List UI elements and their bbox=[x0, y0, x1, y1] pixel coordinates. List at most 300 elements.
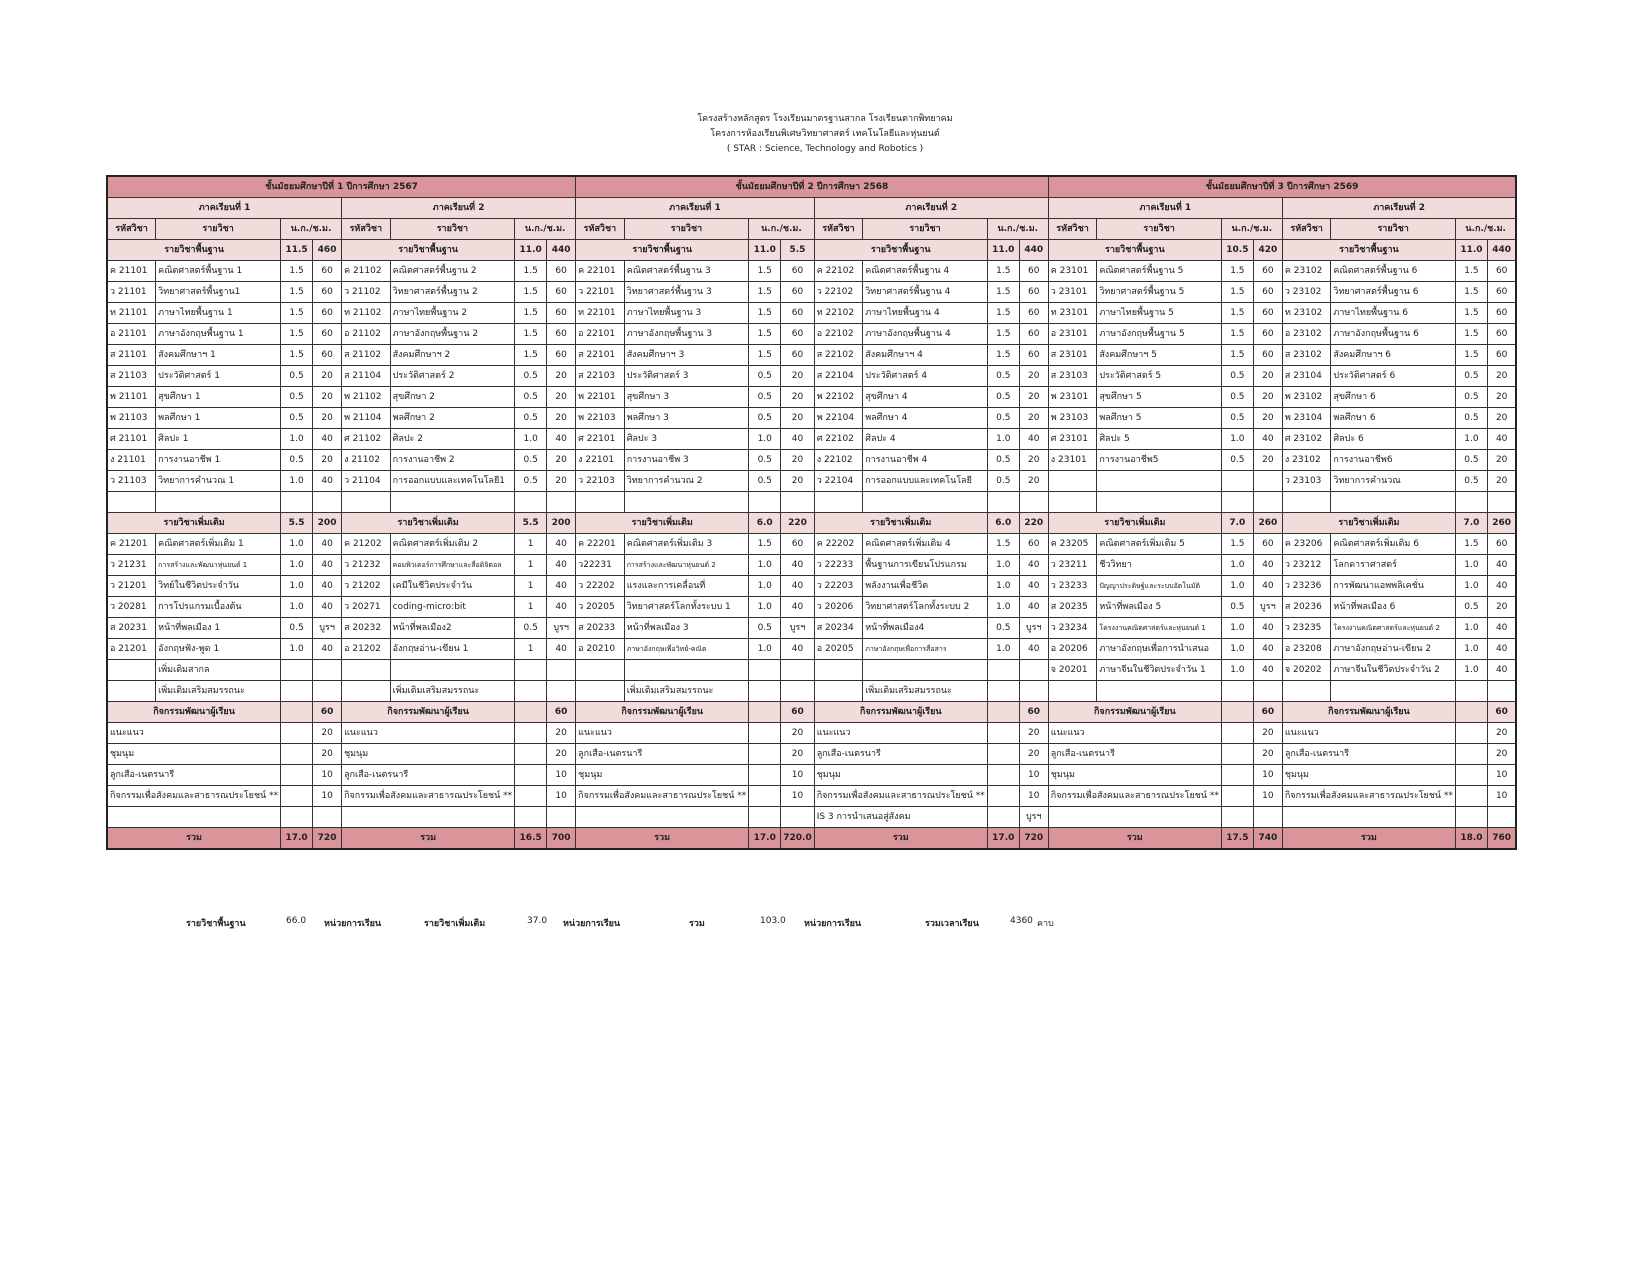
course-hours: 20 bbox=[547, 387, 576, 408]
course-credits: 1 bbox=[515, 555, 547, 576]
course-name: ประวัติศาสตร์ 5 bbox=[1097, 366, 1222, 387]
course-code: ค 23205 bbox=[1048, 534, 1097, 555]
course-row bbox=[107, 471, 1516, 492]
activity-name bbox=[1282, 807, 1455, 828]
course-credits: 0.5 bbox=[1221, 408, 1253, 429]
course-credits: 0.5 bbox=[749, 450, 781, 471]
activity-name: ลูกเสือ-เนตรนารี bbox=[1048, 744, 1221, 765]
course-hours: 20 bbox=[1019, 450, 1048, 471]
course-credits: 0.5 bbox=[1221, 387, 1253, 408]
course-hours: 40 bbox=[547, 639, 576, 660]
course-credits: 1.5 bbox=[987, 534, 1019, 555]
empty-cell bbox=[987, 702, 1019, 723]
course-code: ง 21101 bbox=[107, 450, 156, 471]
activity-row bbox=[107, 723, 1516, 744]
activity-name: ลูกเสือ-เนตรนารี bbox=[1282, 744, 1455, 765]
empty-cell bbox=[1455, 807, 1487, 828]
course-code: ง 23102 bbox=[1282, 450, 1331, 471]
course-credits: 0.5 bbox=[1221, 366, 1253, 387]
course-code: ว 22101 bbox=[576, 282, 625, 303]
course-code: พ 21103 bbox=[107, 408, 156, 429]
course-code: ง 22102 bbox=[814, 450, 863, 471]
column-header-name: รายวิชา bbox=[1097, 219, 1222, 240]
column-header-unit: น.ก./ช.ม. bbox=[1221, 219, 1282, 240]
course-credits: 1.0 bbox=[1455, 639, 1487, 660]
course-hours: 20 bbox=[313, 450, 342, 471]
course-hours: 20 bbox=[1253, 408, 1282, 429]
empty-cell bbox=[814, 492, 863, 513]
course-code: ว 23234 bbox=[1048, 618, 1097, 639]
course-credits bbox=[987, 660, 1019, 681]
column-header-name: รายวิชา bbox=[390, 219, 515, 240]
course-credits: 1.0 bbox=[749, 597, 781, 618]
course-name: โลกดาราศาสตร์ bbox=[1331, 555, 1456, 576]
course-name: เพิ่มเติมเสริมสมรรถนะ bbox=[863, 681, 988, 702]
course-code: ศ 22102 bbox=[814, 429, 863, 450]
course-code: ว 22103 bbox=[576, 471, 625, 492]
course-credits: 1.0 bbox=[281, 597, 313, 618]
basic-section-header bbox=[107, 240, 1516, 261]
section-credits: 7.0 bbox=[1455, 513, 1487, 534]
summary-time-unit: คาบ bbox=[1037, 919, 1054, 929]
course-name: การสร้างและพัฒนาหุ่นยนต์ 1 bbox=[156, 555, 281, 576]
year-header-row bbox=[107, 176, 1516, 198]
total-hours: 720.0 bbox=[781, 828, 814, 850]
activity-value: 10 bbox=[1487, 765, 1516, 786]
total-hours: 760 bbox=[1487, 828, 1516, 850]
course-hours: 40 bbox=[1253, 555, 1282, 576]
course-code: ส 20236 bbox=[1282, 597, 1331, 618]
activity-value: 10 bbox=[781, 786, 814, 807]
course-name: ภาษาไทยพื้นฐาน 3 bbox=[624, 303, 749, 324]
activity-name: แนะแนว bbox=[342, 723, 515, 744]
summary-extra-label: รายวิชาเพิ่มเติม bbox=[424, 919, 486, 929]
activity-hours: 60 bbox=[547, 702, 576, 723]
course-name: คณิตศาสตร์พื้นฐาน 6 bbox=[1331, 261, 1456, 282]
section-credits: 11.0 bbox=[1455, 240, 1487, 261]
course-hours: 20 bbox=[781, 450, 814, 471]
course-code bbox=[1282, 681, 1331, 702]
activity-name: ลูกเสือ-เนตรนารี bbox=[576, 744, 749, 765]
course-hours: 60 bbox=[547, 324, 576, 345]
semester-2-header: ภาคเรียนที่ 2 bbox=[342, 198, 576, 219]
course-credits: 1.5 bbox=[515, 261, 547, 282]
course-hours: 60 bbox=[547, 261, 576, 282]
empty-cell bbox=[1221, 765, 1253, 786]
course-hours: 20 bbox=[1487, 450, 1516, 471]
empty-cell bbox=[749, 786, 781, 807]
year-header: ชั้นมัธยมศึกษาปีที่ 2 ปีการศึกษา 2568 bbox=[576, 176, 1049, 198]
course-code: ว 21104 bbox=[342, 471, 391, 492]
course-row bbox=[107, 261, 1516, 282]
course-code: ส 20234 bbox=[814, 618, 863, 639]
year-header: ชั้นมัธยมศึกษาปีที่ 3 ปีการศึกษา 2569 bbox=[1048, 176, 1516, 198]
activity-title: กิจกรรมพัฒนาผู้เรียน bbox=[107, 702, 281, 723]
course-hours: 60 bbox=[781, 345, 814, 366]
course-name: ประวัติศาสตร์ 3 bbox=[624, 366, 749, 387]
activity-hours: 60 bbox=[1019, 702, 1048, 723]
course-name: เคมีในชีวิตประจำวัน bbox=[390, 576, 515, 597]
course-code: ค 23102 bbox=[1282, 261, 1331, 282]
course-code: ค 22201 bbox=[576, 534, 625, 555]
empty-cell bbox=[987, 807, 1019, 828]
empty-cell bbox=[987, 492, 1019, 513]
course-name: ประวัติศาสตร์ 1 bbox=[156, 366, 281, 387]
empty-cell bbox=[281, 492, 313, 513]
course-code: ท 23102 bbox=[1282, 303, 1331, 324]
course-credits: 1.5 bbox=[1455, 282, 1487, 303]
course-code: ว 21102 bbox=[342, 282, 391, 303]
empty-cell bbox=[515, 765, 547, 786]
course-code: ศ 22101 bbox=[576, 429, 625, 450]
course-credits: 0.5 bbox=[987, 408, 1019, 429]
course-hours: 20 bbox=[313, 387, 342, 408]
course-code: พ 21104 bbox=[342, 408, 391, 429]
section-title: รายวิชาเพิ่มเติม bbox=[342, 513, 515, 534]
course-hours: บูรฯ bbox=[547, 618, 576, 639]
section-hours: 440 bbox=[1019, 240, 1048, 261]
course-credits: 1.5 bbox=[987, 261, 1019, 282]
course-code: ส 21101 bbox=[107, 345, 156, 366]
total-credits: 18.0 bbox=[1455, 828, 1487, 850]
course-hours: 40 bbox=[547, 555, 576, 576]
section-credits: 11.5 bbox=[281, 240, 313, 261]
summary-basic-value: 66.0 bbox=[286, 916, 307, 926]
course-name: สุขศึกษา 2 bbox=[390, 387, 515, 408]
course-code: อ 23208 bbox=[1282, 639, 1331, 660]
course-name: ประวัติศาสตร์ 4 bbox=[863, 366, 988, 387]
course-credits bbox=[515, 660, 547, 681]
course-row bbox=[107, 450, 1516, 471]
course-code: พ 23101 bbox=[1048, 387, 1097, 408]
course-credits: 1.5 bbox=[749, 345, 781, 366]
course-credits: 1.5 bbox=[515, 324, 547, 345]
activity-name bbox=[576, 807, 749, 828]
course-hours: 60 bbox=[1019, 324, 1048, 345]
course-credits: 1.5 bbox=[281, 261, 313, 282]
activity-name: IS 3 การนำเสนอสู่สังคม bbox=[814, 807, 987, 828]
column-header-unit: น.ก./ช.ม. bbox=[281, 219, 342, 240]
course-name: ภาษาอังกฤษอ่าน-เขียน 2 bbox=[1331, 639, 1456, 660]
course-row bbox=[107, 534, 1516, 555]
course-credits: 0.5 bbox=[987, 618, 1019, 639]
course-hours: 40 bbox=[1253, 639, 1282, 660]
course-code bbox=[342, 681, 391, 702]
activity-name: แนะแนว bbox=[576, 723, 749, 744]
course-code: จ 20201 bbox=[1048, 660, 1097, 681]
activity-name bbox=[1048, 807, 1221, 828]
course-name: สุขศึกษา 5 bbox=[1097, 387, 1222, 408]
total-credits: 17.0 bbox=[749, 828, 781, 850]
empty-cell bbox=[1221, 744, 1253, 765]
course-code: ส 22103 bbox=[576, 366, 625, 387]
activity-value bbox=[781, 807, 814, 828]
course-name: การโปรแกรมเบื้องต้น bbox=[156, 597, 281, 618]
course-hours: 20 bbox=[1019, 408, 1048, 429]
empty-cell bbox=[1455, 765, 1487, 786]
empty-cell bbox=[1048, 492, 1097, 513]
course-name: หน้าที่พลเมือง4 bbox=[863, 618, 988, 639]
course-code: ค 22101 bbox=[576, 261, 625, 282]
course-credits: 1.0 bbox=[281, 576, 313, 597]
course-credits: 1.0 bbox=[1455, 429, 1487, 450]
course-name: ภาษาอังกฤษเพื่อการสื่อสาร bbox=[863, 639, 988, 660]
course-name bbox=[1097, 471, 1222, 492]
course-code: พ 23104 bbox=[1282, 408, 1331, 429]
course-code: ส 22101 bbox=[576, 345, 625, 366]
course-hours bbox=[1487, 681, 1516, 702]
activity-value bbox=[547, 807, 576, 828]
course-code: อ 20206 bbox=[1048, 639, 1097, 660]
total-credits: 16.5 bbox=[515, 828, 547, 850]
course-credits: 1.0 bbox=[281, 429, 313, 450]
section-credits: 6.0 bbox=[987, 513, 1019, 534]
course-code: ว 23235 bbox=[1282, 618, 1331, 639]
course-credits bbox=[1221, 681, 1253, 702]
course-hours: 20 bbox=[781, 366, 814, 387]
course-code: ว 22202 bbox=[576, 576, 625, 597]
empty-cell bbox=[1455, 492, 1487, 513]
activity-name: กิจกรรมเพื่อสังคมและสาธารณประโยชน์ ** bbox=[814, 786, 987, 807]
course-hours: 60 bbox=[1253, 345, 1282, 366]
course-credits: 0.5 bbox=[515, 408, 547, 429]
course-name: อังกฤษอ่าน-เขียน 1 bbox=[390, 639, 515, 660]
course-hours: 40 bbox=[313, 471, 342, 492]
course-code: ว 20271 bbox=[342, 597, 391, 618]
course-hours: 20 bbox=[1019, 387, 1048, 408]
course-credits: 0.5 bbox=[749, 471, 781, 492]
course-hours: 40 bbox=[1253, 576, 1282, 597]
summary-total-value: 103.0 bbox=[760, 916, 786, 926]
course-code: ง 23101 bbox=[1048, 450, 1097, 471]
course-hours: 60 bbox=[1487, 261, 1516, 282]
course-code: ศ 23101 bbox=[1048, 429, 1097, 450]
empty-cell bbox=[781, 492, 814, 513]
course-code: ส 22104 bbox=[814, 366, 863, 387]
course-row bbox=[107, 576, 1516, 597]
course-credits: 1.5 bbox=[515, 282, 547, 303]
course-credits bbox=[749, 681, 781, 702]
section-credits: 10.5 bbox=[1221, 240, 1253, 261]
course-code: พ 22104 bbox=[814, 408, 863, 429]
course-code: ท 22101 bbox=[576, 303, 625, 324]
course-code: ว 23102 bbox=[1282, 282, 1331, 303]
activity-name bbox=[342, 807, 515, 828]
course-credits: 0.5 bbox=[515, 450, 547, 471]
course-name: วิทยาศาสตร์โลกทั้งระบบ 2 bbox=[863, 597, 988, 618]
activity-title: กิจกรรมพัฒนาผู้เรียน bbox=[576, 702, 749, 723]
total-hours: 720 bbox=[1019, 828, 1048, 850]
course-hours: 60 bbox=[781, 534, 814, 555]
empty-cell bbox=[1019, 492, 1048, 513]
course-code: อ 21202 bbox=[342, 639, 391, 660]
course-code: ค 21202 bbox=[342, 534, 391, 555]
course-hours bbox=[547, 681, 576, 702]
total-label: รวม bbox=[1048, 828, 1221, 850]
semester-header-row bbox=[107, 198, 1516, 219]
course-name: ภาษาไทยพื้นฐาน 1 bbox=[156, 303, 281, 324]
course-name: สุขศึกษา 4 bbox=[863, 387, 988, 408]
course-hours: 60 bbox=[547, 345, 576, 366]
activity-name: ลูกเสือ-เนตรนารี bbox=[342, 765, 515, 786]
course-code: พ 21101 bbox=[107, 387, 156, 408]
course-credits: 1.5 bbox=[749, 303, 781, 324]
course-name: เพิ่มเติมเสริมสมรรถนะ bbox=[390, 681, 515, 702]
course-hours: 60 bbox=[1253, 261, 1282, 282]
course-credits: 1.0 bbox=[1455, 660, 1487, 681]
section-title: รายวิชาเพิ่มเติม bbox=[107, 513, 281, 534]
course-hours: 60 bbox=[313, 303, 342, 324]
course-credits bbox=[1221, 471, 1253, 492]
column-header-code: รหัสวิชา bbox=[342, 219, 391, 240]
activity-row bbox=[107, 807, 1516, 828]
course-name: แรงและการเคลื่อนที่ bbox=[624, 576, 749, 597]
course-hours: 20 bbox=[1487, 366, 1516, 387]
course-code: ท 21101 bbox=[107, 303, 156, 324]
course-credits: 0.5 bbox=[515, 471, 547, 492]
empty-cell bbox=[1253, 492, 1282, 513]
course-credits: 1.5 bbox=[1221, 282, 1253, 303]
course-row bbox=[107, 681, 1516, 702]
course-name: ภาษาอังกฤษพื้นฐาน 3 bbox=[624, 324, 749, 345]
course-hours: 40 bbox=[313, 534, 342, 555]
activity-name: แนะแนว bbox=[107, 723, 281, 744]
course-credits: 1.5 bbox=[281, 345, 313, 366]
course-hours: 20 bbox=[781, 471, 814, 492]
course-code: ท 21102 bbox=[342, 303, 391, 324]
empty-cell bbox=[1455, 786, 1487, 807]
course-hours: 40 bbox=[313, 429, 342, 450]
course-code: พ 23102 bbox=[1282, 387, 1331, 408]
course-code: ส 23101 bbox=[1048, 345, 1097, 366]
empty-cell bbox=[749, 765, 781, 786]
course-hours: 60 bbox=[547, 303, 576, 324]
course-row bbox=[107, 639, 1516, 660]
course-row bbox=[107, 387, 1516, 408]
course-code: ว 22233 bbox=[814, 555, 863, 576]
activity-value: 20 bbox=[1487, 744, 1516, 765]
course-credits: 1.0 bbox=[749, 639, 781, 660]
course-code: ศ 23102 bbox=[1282, 429, 1331, 450]
course-hours bbox=[781, 681, 814, 702]
course-credits: 1.5 bbox=[1221, 324, 1253, 345]
course-credits: 1.5 bbox=[1455, 345, 1487, 366]
course-credits: 1 bbox=[515, 534, 547, 555]
course-code: ค 22202 bbox=[814, 534, 863, 555]
activity-name: ชุมนุม bbox=[576, 765, 749, 786]
course-name: คณิตศาสตร์พื้นฐาน 5 bbox=[1097, 261, 1222, 282]
activity-value: 20 bbox=[781, 744, 814, 765]
course-hours: 20 bbox=[1019, 366, 1048, 387]
course-credits: 1.5 bbox=[1221, 345, 1253, 366]
empty-cell bbox=[515, 807, 547, 828]
activity-value: 20 bbox=[1487, 723, 1516, 744]
empty-cell bbox=[515, 786, 547, 807]
course-code: พ 22101 bbox=[576, 387, 625, 408]
activity-value: 20 bbox=[547, 723, 576, 744]
course-code: ว 23101 bbox=[1048, 282, 1097, 303]
course-code: ส 20233 bbox=[576, 618, 625, 639]
course-row bbox=[107, 618, 1516, 639]
course-hours: 40 bbox=[1019, 576, 1048, 597]
activity-title: กิจกรรมพัฒนาผู้เรียน bbox=[1282, 702, 1455, 723]
course-code: ท 22102 bbox=[814, 303, 863, 324]
course-name: ภาษาอังกฤษเพื่อการนำเสนอ bbox=[1097, 639, 1222, 660]
column-header-row bbox=[107, 219, 1516, 240]
course-credits: 1.5 bbox=[281, 303, 313, 324]
curriculum-body bbox=[107, 176, 1516, 849]
course-credits: 0.5 bbox=[1455, 387, 1487, 408]
course-name: การงานอาชีพ 1 bbox=[156, 450, 281, 471]
course-credits: 0.5 bbox=[515, 387, 547, 408]
course-credits: 1.0 bbox=[281, 555, 313, 576]
course-hours: 40 bbox=[547, 597, 576, 618]
course-name: พลศึกษา 3 bbox=[624, 408, 749, 429]
section-credits: 11.0 bbox=[515, 240, 547, 261]
activity-value: 20 bbox=[313, 744, 342, 765]
course-credits: 1.0 bbox=[1221, 555, 1253, 576]
course-credits: 0.5 bbox=[1455, 597, 1487, 618]
course-code: ส 21103 bbox=[107, 366, 156, 387]
course-credits bbox=[1455, 681, 1487, 702]
course-hours: 40 bbox=[1487, 429, 1516, 450]
activity-hours: 60 bbox=[1487, 702, 1516, 723]
course-hours: 60 bbox=[313, 324, 342, 345]
column-header-code: รหัสวิชา bbox=[107, 219, 156, 240]
course-hours: 40 bbox=[313, 576, 342, 597]
course-name: อังกฤษฟัง-พูด 1 bbox=[156, 639, 281, 660]
course-credits: 1.5 bbox=[987, 324, 1019, 345]
course-hours: บูรฯ bbox=[1019, 618, 1048, 639]
total-label: รวม bbox=[1282, 828, 1455, 850]
empty-cell bbox=[987, 744, 1019, 765]
course-code bbox=[814, 681, 863, 702]
course-code bbox=[107, 681, 156, 702]
course-credits: 1 bbox=[515, 597, 547, 618]
course-hours: 20 bbox=[1253, 450, 1282, 471]
activity-value: 10 bbox=[313, 786, 342, 807]
course-credits: 1.0 bbox=[1221, 429, 1253, 450]
section-hours: 200 bbox=[547, 513, 576, 534]
course-name: ภาษาอังกฤษพื้นฐาน 2 bbox=[390, 324, 515, 345]
course-name: ภาษาไทยพื้นฐาน 2 bbox=[390, 303, 515, 324]
course-name: การออกแบบและเทคโนโลยี bbox=[863, 471, 988, 492]
course-hours: 20 bbox=[547, 450, 576, 471]
course-row bbox=[107, 429, 1516, 450]
course-credits: 1.5 bbox=[1221, 303, 1253, 324]
section-hours: 440 bbox=[547, 240, 576, 261]
course-name: สุขศึกษา 3 bbox=[624, 387, 749, 408]
course-hours: 40 bbox=[1487, 660, 1516, 681]
course-name: ภาษาจีนในชีวิตประจำวัน 2 bbox=[1331, 660, 1456, 681]
section-credits: 5.5 bbox=[281, 513, 313, 534]
course-name: หน้าที่พลเมือง 6 bbox=[1331, 597, 1456, 618]
activity-value bbox=[313, 807, 342, 828]
empty-cell bbox=[281, 765, 313, 786]
course-hours: 40 bbox=[547, 576, 576, 597]
course-hours: 20 bbox=[1487, 471, 1516, 492]
course-name: ประวัติศาสตร์ 2 bbox=[390, 366, 515, 387]
course-credits: 0.5 bbox=[749, 618, 781, 639]
section-credits: 7.0 bbox=[1221, 513, 1253, 534]
course-hours: 20 bbox=[781, 387, 814, 408]
course-hours bbox=[313, 681, 342, 702]
course-hours: 60 bbox=[313, 345, 342, 366]
course-name: หน้าที่พลเมือง2 bbox=[390, 618, 515, 639]
section-title: รายวิชาเพิ่มเติม bbox=[814, 513, 987, 534]
course-credits: 0.5 bbox=[749, 366, 781, 387]
course-name: วิทยาการคำนวณ bbox=[1331, 471, 1456, 492]
